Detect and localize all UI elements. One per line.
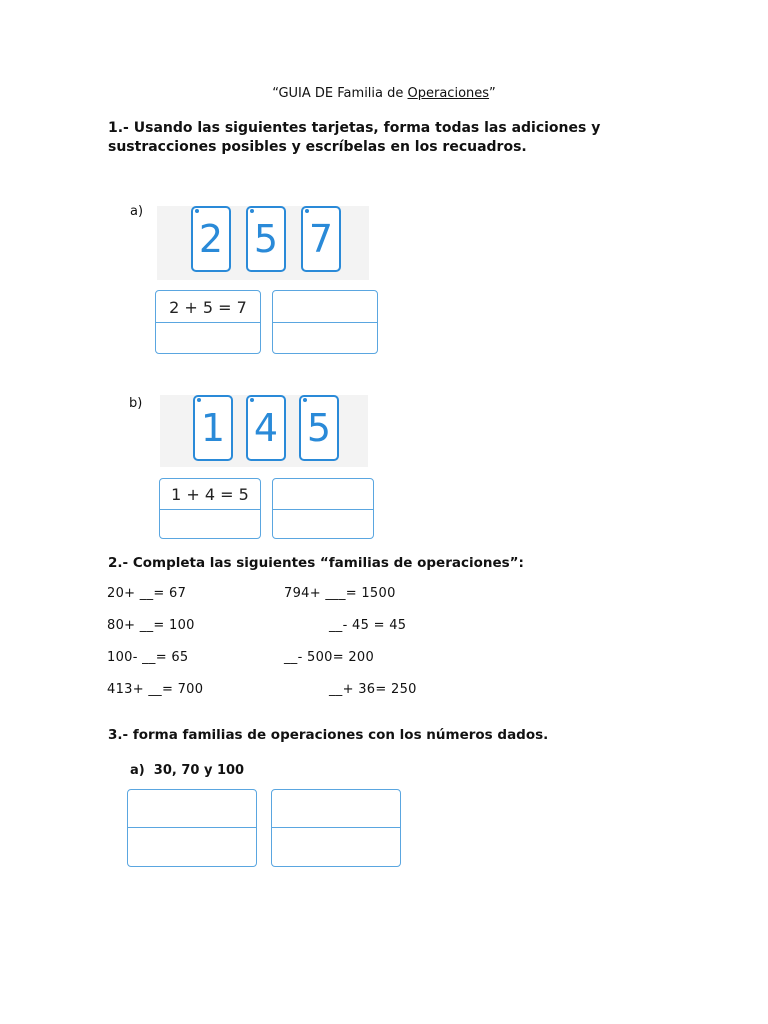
number-card: 4	[246, 395, 286, 461]
title-open-quote: “	[272, 86, 279, 101]
answer-box-3a1[interactable]	[127, 789, 257, 867]
item-3a-numbers: 30, 70 y 100	[153, 763, 245, 778]
number-card: 5	[299, 395, 339, 461]
answer-box-b1[interactable]	[159, 478, 261, 539]
item-b-label: b)	[129, 396, 143, 411]
item-3a-label: a)	[130, 763, 145, 778]
family-right-1: 794+ ___= 1500	[284, 586, 396, 601]
number-card: 7	[301, 206, 341, 272]
number-card: 1	[193, 395, 233, 461]
box-divider	[273, 509, 373, 510]
example-equation: 1 + 4 = 5	[171, 485, 249, 504]
family-left-4: 413+ __= 700	[107, 682, 204, 697]
title-underlined: O	[407, 86, 418, 101]
box-divider	[273, 322, 377, 323]
title-part2: peraciones	[417, 86, 490, 101]
answer-box-3a2[interactable]	[271, 789, 401, 867]
family-right-3: __- 500= 200	[284, 650, 375, 665]
question-3a	[130, 763, 244, 778]
answer-box-a1[interactable]	[155, 290, 261, 354]
box-divider	[156, 322, 260, 323]
answer-box-a2[interactable]	[272, 290, 378, 354]
example-equation: 2 + 5 = 7	[169, 298, 247, 317]
cards-a-group	[157, 206, 369, 280]
answer-box-b2[interactable]	[272, 478, 374, 539]
page-title	[0, 86, 768, 101]
family-left-1: 20+ __= 67	[107, 586, 187, 601]
cards-b-group	[160, 395, 368, 467]
question-2-text: 2.- Completa las siguientes “familias de operaciones”:	[108, 555, 524, 571]
title-part1: GUIA DE Familia de	[278, 86, 408, 101]
family-right-2: __- 45 = 45	[329, 618, 407, 633]
question-3-text: 3.- forma familias de operaciones con los números dados.	[108, 727, 549, 743]
title-close-quote: ”	[489, 86, 496, 101]
box-divider	[160, 509, 260, 510]
family-left-3: 100- __= 65	[107, 650, 189, 665]
family-right-4: __+ 36= 250	[329, 682, 417, 697]
question-1-text: 1.- Usando las siguientes tarjetas, forma todas las adiciones y sustracciones posibles y escríbelas en los recuadros.	[108, 120, 601, 155]
box-divider	[272, 827, 400, 828]
number-card: 5	[246, 206, 286, 272]
item-a-label: a)	[130, 204, 144, 219]
box-divider	[128, 827, 256, 828]
family-left-2: 80+ __= 100	[107, 618, 195, 633]
number-card: 2	[191, 206, 231, 272]
